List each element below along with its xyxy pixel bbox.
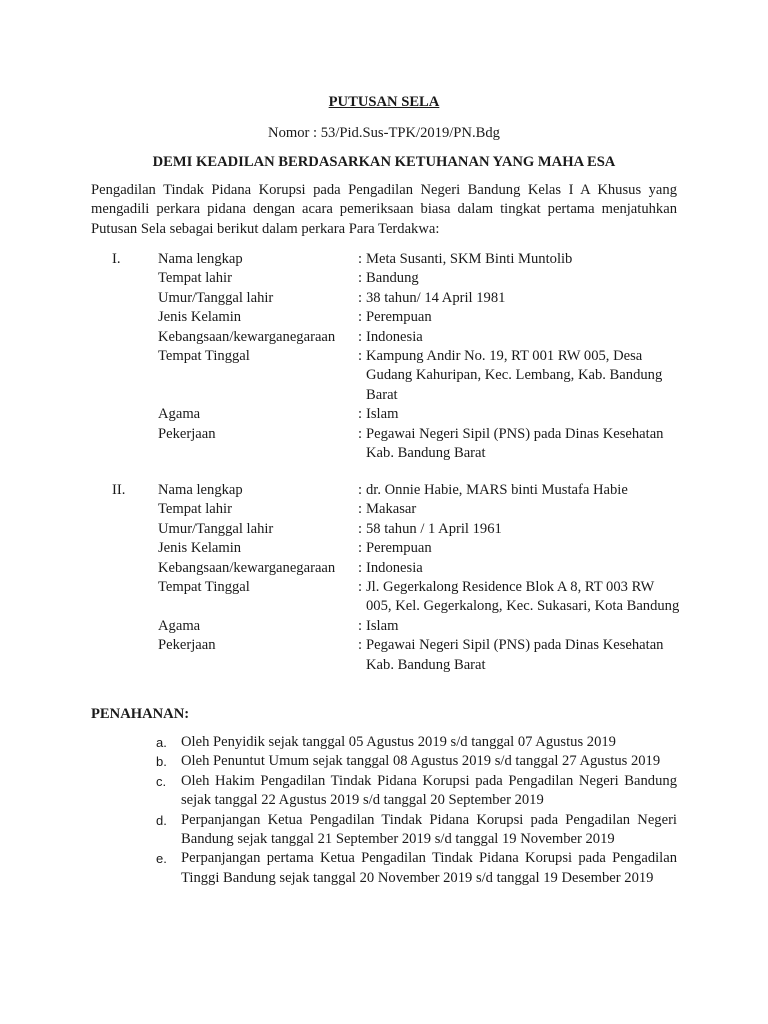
field-value: 38 tahun/ 14 April 1981 [366,289,506,306]
list-item [156,733,677,752]
field-row: Tempat lahir : Bandung [112,269,682,288]
field-label: Kebangsaan/kewarganegaraan [158,559,336,576]
field-row: Agama : Islam [112,405,682,424]
list-marker: d. [156,812,167,828]
invocation-heading: DEMI KEADILAN BERDASARKAN KETUHANAN YANG MAHA ESA [152,154,616,170]
list-marker: b. [156,754,167,770]
field-label: Tempat Tinggal [158,579,250,596]
field-row: Tempat Tinggal : Kampung Andir No. 19, RT 001 RW 005, Desa Gudang Kahuripan, Kec. Lembang, Kab. Bandung Barat [112,347,682,405]
list-item [156,849,677,888]
field-row: Nama lengkap : dr. Onnie Habie, MARS binti Mustafa Habie [112,481,682,500]
list-item-text: Oleh Penuntut Umum sejak tanggal 08 Agustus 2019 s/d tanggal 27 Agustus 2019 [181,753,661,770]
field-label: Pekerjaan [158,637,216,654]
field-label: Tempat lahir [158,501,232,518]
field-value: Indonesia [366,328,423,345]
list-item [156,811,677,850]
field-label: Tempat Tinggal [158,348,250,365]
field-value: Pegawai Negeri Sipil (PNS) pada Dinas Kesehatan Kab. Bandung Barat [366,425,664,462]
list-item-text: Oleh Penyidik sejak tanggal 05 Agustus 2019 s/d tanggal 07 Agustus 2019 [181,734,616,750]
field-row: Umur/Tanggal lahir : 38 tahun/ 14 April 1981 [112,289,682,308]
field-row: Pekerjaan : Pegawai Negeri Sipil (PNS) pada Dinas Kesehatan Kab. Bandung Barat [112,636,682,675]
list-marker: c. [156,773,167,789]
defendant-number: II. [112,482,126,498]
field-row: Kebangsaan/kewarganegaraan : Indonesia [112,328,682,347]
field-label: Jenis Kelamin [158,540,242,557]
field-label: Umur/Tanggal lahir [158,520,274,537]
field-row: Umur/Tanggal lahir : 58 tahun / 1 April 1961 [112,520,682,539]
field-value: 58 tahun / 1 April 1961 [366,520,502,537]
defendant-1 [112,250,682,463]
field-value: Meta Susanti, SKM Binti Muntolib [366,251,573,267]
field-label: Agama [158,406,201,423]
field-label: Umur/Tanggal lahir [158,289,274,306]
list-item-text: Perpanjangan Ketua Pengadilan Tindak Pidana Korupsi pada Pengadilan Negeri Bandung sejak tanggal 21 September 2019 s/d tanggal 19 November 2019 [181,811,677,848]
list-item-text: Oleh Hakim Pengadilan Tindak Pidana Korupsi pada Pengadilan Negeri Bandung sejak tanggal 22 Agustus 2019 s/d tanggal 20 September 2019 [181,772,677,809]
field-row: Tempat Tinggal : Jl. Gegerkalong Residence Blok A 8, RT 003 RW 005, Kel. Gegerkalong, Kec. Sukasari, Kota Bandung [112,578,682,617]
field-row: Kebangsaan/kewarganegaraan : Indonesia [112,559,682,578]
list-item [156,752,677,771]
field-label: Nama lengkap [158,482,243,498]
field-row: Tempat lahir : Makasar [112,500,682,519]
field-row: Nama lengkap : Meta Susanti, SKM Binti Muntolib [112,250,682,269]
penahanan-heading: PENAHANAN: [91,706,190,722]
field-value: Indonesia [366,559,423,576]
field-label: Tempat lahir [158,270,232,287]
field-row: Agama : Islam [112,617,682,636]
field-value: Bandung [366,270,419,287]
intro-paragraph: Pengadilan Tindak Pidana Korupsi pada Pengadilan Negeri Bandung Kelas I A Khusus yang mengadili perkara pidana dengan acara pemeriksaan biasa dalam tingkat pertama menjatuhkan Putusan Sela sebagai berikut dalam perkara Para Terdakwa: [91,182,677,237]
defendant-number: I. [112,251,121,267]
field-row: Jenis Kelamin : Perempuan [112,539,682,558]
field-label: Pekerjaan [158,425,216,442]
field-label: Jenis Kelamin [158,309,242,326]
field-value: Perempuan [366,540,432,557]
field-row: Pekerjaan : Pegawai Negeri Sipil (PNS) pada Dinas Kesehatan Kab. Bandung Barat [112,425,682,464]
detention-list [156,733,677,888]
list-marker: e. [156,851,167,867]
field-value: Pegawai Negeri Sipil (PNS) pada Dinas Kesehatan Kab. Bandung Barat [366,637,664,673]
list-marker: a. [156,735,167,750]
field-row: Jenis Kelamin : Perempuan [112,308,682,327]
field-value: Islam [366,406,399,423]
defendant-2 [112,481,682,675]
field-value: Islam [366,617,399,634]
list-item [156,772,677,811]
field-value: Perempuan [366,309,432,326]
case-number: Nomor : 53/Pid.Sus-TPK/2019/PN.Bdg [268,125,500,141]
field-label: Agama [158,617,201,634]
field-label: Kebangsaan/kewarganegaraan [158,328,336,345]
document-title: PUTUSAN SELA [328,94,440,110]
field-value: Makasar [366,501,417,518]
field-label: Nama lengkap [158,251,243,267]
field-value: dr. Onnie Habie, MARS binti Mustafa Habie [366,482,628,498]
list-item-text: Perpanjangan pertama Ketua Pengadilan Tindak Pidana Korupsi pada Pengadilan Tinggi Bandung sejak tanggal 20 November 2019 s/d tanggal 19 Desember 2019 [181,850,677,886]
field-value: Kampung Andir No. 19, RT 001 RW 005, Desa Gudang Kahuripan, Kec. Lembang, Kab. Bandung Barat [366,348,663,403]
field-value: Jl. Gegerkalong Residence Blok A 8, RT 003 RW 005, Kel. Gegerkalong, Kec. Sukasari, Kota Bandung [366,579,680,615]
